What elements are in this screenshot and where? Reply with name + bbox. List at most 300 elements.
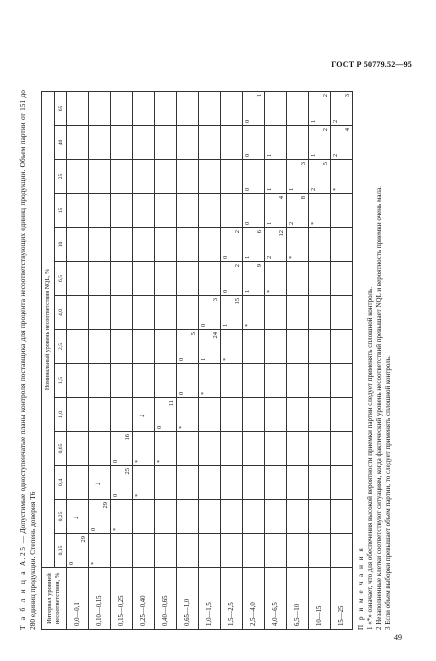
table-cell — [199, 228, 221, 262]
table-cell — [287, 228, 309, 262]
table-cell — [89, 500, 111, 534]
caption-text: — Допустимые одноступенчатые планы контроля поставщика для процента несоответствующих единиц продукции. Объем партии от 151 до 280 единиц продукции. Степень доверия Т6 — [18, 89, 37, 630]
acceptance-number: * — [156, 459, 163, 463]
acceptance-number: 1 — [288, 187, 295, 191]
column-header: 25 — [55, 160, 67, 194]
table-cell — [67, 160, 89, 194]
acceptance-number: 1 — [266, 221, 273, 225]
table-cell — [287, 466, 309, 500]
acceptance-number: 1 — [266, 187, 273, 191]
acceptance-number: 2 — [310, 187, 317, 191]
table-cell — [199, 534, 221, 568]
note-3: 3 Если объем выборки превышает объем партии, то следует применять сплошной контроль. — [384, 355, 392, 630]
table-cell — [111, 534, 133, 568]
table-cell — [89, 398, 111, 432]
row-label: 0,10—0,15 — [89, 568, 111, 630]
table-cell — [265, 432, 287, 466]
table-cell — [155, 330, 177, 364]
table-cell — [111, 466, 133, 500]
table-cell — [133, 160, 155, 194]
table-cell — [67, 228, 89, 262]
table-cell — [265, 500, 287, 534]
table-cell — [265, 126, 287, 160]
table-cell — [309, 500, 331, 534]
sample-size: 24 — [212, 332, 219, 339]
table-cell — [287, 92, 309, 126]
table-cell — [309, 398, 331, 432]
table-cell — [67, 92, 89, 126]
table-cell — [287, 534, 309, 568]
column-header: 15 — [55, 194, 67, 228]
table-cell — [331, 432, 353, 466]
acceptance-number: * — [222, 357, 229, 361]
table-cell — [89, 160, 111, 194]
table-cell — [155, 364, 177, 398]
table-cell — [111, 126, 133, 160]
sample-size: 1 — [256, 94, 263, 98]
table-cell — [133, 534, 155, 568]
table-cell — [309, 330, 331, 364]
table-cell — [67, 534, 89, 568]
table-cell — [331, 92, 353, 126]
table-cell — [155, 126, 177, 160]
acceptance-number: 0 — [244, 119, 251, 123]
group-header: Номинальный уровень несоответствия NQL, % — [42, 92, 55, 568]
acceptance-number: 0 — [222, 255, 229, 259]
table-cell — [287, 330, 309, 364]
acceptance-number: 2 — [332, 119, 339, 123]
sample-size: 8 — [300, 196, 307, 200]
table-cell — [331, 330, 353, 364]
column-header: 0,65 — [55, 432, 67, 466]
table-cell — [89, 262, 111, 296]
table-cell — [155, 296, 177, 330]
table-row — [67, 92, 89, 630]
table-cell — [199, 92, 221, 126]
sample-size: 15 — [234, 298, 241, 305]
acceptance-number: * — [332, 187, 339, 191]
table-cell — [155, 398, 177, 432]
table-cell — [177, 262, 199, 296]
acceptance-number: 0 — [244, 153, 251, 157]
table-cell — [89, 466, 111, 500]
table-cell — [199, 160, 221, 194]
table-row — [221, 92, 243, 630]
table-cell — [309, 364, 331, 398]
table-cell — [155, 432, 177, 466]
caption-label: Т а б л и ц а А.25 — [18, 545, 27, 630]
table-cell — [67, 432, 89, 466]
table-cell — [221, 398, 243, 432]
table-cell — [243, 228, 265, 262]
table-cell — [331, 500, 353, 534]
table-cell — [309, 296, 331, 330]
table-row — [331, 92, 353, 630]
table-cell — [133, 296, 155, 330]
table-cell — [221, 364, 243, 398]
table-cell — [243, 194, 265, 228]
table-row — [309, 92, 331, 630]
acceptance-number: * — [134, 459, 141, 463]
row-label: 0,65—1,0 — [177, 568, 199, 630]
table-cell — [265, 330, 287, 364]
sample-size: 29 — [80, 536, 87, 543]
table-cell — [111, 398, 133, 432]
table-cell — [89, 126, 111, 160]
table-cell — [287, 296, 309, 330]
table-row — [243, 92, 265, 630]
acceptance-number: 0 — [112, 493, 119, 497]
table-cell — [243, 432, 265, 466]
table-cell — [199, 330, 221, 364]
table-cell — [111, 160, 133, 194]
table-cell — [177, 466, 199, 500]
table-cell — [177, 364, 199, 398]
acceptance-number: 0 — [244, 187, 251, 191]
table-cell — [287, 126, 309, 160]
acceptance-number: 0 — [244, 221, 251, 225]
table-cell — [89, 432, 111, 466]
table-cell — [265, 398, 287, 432]
table-cell — [265, 262, 287, 296]
table-cell — [309, 160, 331, 194]
table-cell — [177, 194, 199, 228]
table-cell — [111, 364, 133, 398]
table-cell — [243, 330, 265, 364]
sample-size: 3 — [212, 298, 219, 302]
column-header: 0,25 — [55, 500, 67, 534]
sample-size: 3 — [300, 162, 307, 166]
sample-size: 3 — [344, 94, 351, 98]
table-cell — [111, 228, 133, 262]
table-cell — [331, 228, 353, 262]
table-cell — [221, 500, 243, 534]
acceptance-number: * — [90, 561, 97, 565]
table-cell — [67, 398, 89, 432]
table-cell — [111, 500, 133, 534]
table-cell — [221, 194, 243, 228]
row-label: 4,0—6,5 — [265, 568, 287, 630]
table-cell — [265, 364, 287, 398]
table-cell — [133, 398, 155, 432]
acceptance-number: * — [200, 391, 207, 395]
table-cell — [133, 330, 155, 364]
table-cell — [111, 194, 133, 228]
acceptance-number: * — [244, 323, 251, 327]
column-header: 2,5 — [55, 330, 67, 364]
table-cell — [111, 92, 133, 126]
table-cell — [67, 126, 89, 160]
acceptance-number: 0 — [178, 391, 185, 395]
table-cell — [89, 330, 111, 364]
table-row — [155, 92, 177, 630]
table-cell — [177, 160, 199, 194]
table-row — [265, 92, 287, 630]
table-cell — [155, 92, 177, 126]
sample-size: 5 — [322, 162, 329, 166]
table-cell — [199, 398, 221, 432]
column-header: 0,15 — [55, 534, 67, 568]
table-cell — [287, 364, 309, 398]
table-cell — [177, 534, 199, 568]
acceptance-number: 2 — [332, 153, 339, 157]
column-header: 1,0 — [55, 398, 67, 432]
table-cell — [331, 262, 353, 296]
note-2: 2 Незаполненные клетки соответствуют ситуациям, когда фактический уровень несоответствий превышает NQL и вероятность приемки очень мала. — [375, 186, 383, 630]
table-cell — [199, 500, 221, 534]
table-row — [111, 92, 133, 630]
column-header: 10 — [55, 228, 67, 262]
table-cell — [331, 194, 353, 228]
table-cell — [331, 296, 353, 330]
table-cell — [177, 330, 199, 364]
table-cell — [221, 330, 243, 364]
table-cell — [199, 126, 221, 160]
sample-size: 9 — [256, 264, 263, 268]
column-header-row — [55, 92, 67, 630]
table-cell — [155, 160, 177, 194]
sample-size: 2 — [234, 230, 241, 234]
sample-size: 2 — [322, 94, 329, 98]
table-cell — [331, 364, 353, 398]
table-cell — [287, 262, 309, 296]
table-cell — [221, 296, 243, 330]
table-cell — [243, 398, 265, 432]
page-number: 49 — [394, 633, 402, 642]
table-cell — [221, 92, 243, 126]
column-header: 65 — [55, 92, 67, 126]
acceptance-number: 0 — [90, 527, 97, 531]
table-cell — [89, 534, 111, 568]
table-cell — [265, 92, 287, 126]
acceptance-number: 0 — [156, 425, 163, 429]
table-cell — [221, 262, 243, 296]
sample-size: 2 — [322, 128, 329, 132]
sample-size: 6 — [256, 230, 263, 234]
note-1: 1 «*» означает, что для обеспечения высокой вероятности приемки партии следует применять сплошной контроль. — [366, 287, 374, 630]
table-cell — [67, 500, 89, 534]
table-cell — [177, 126, 199, 160]
table-cell — [177, 228, 199, 262]
rotated-table-block — [18, 89, 392, 630]
row-label: 10—15 — [309, 568, 331, 630]
table-cell — [89, 296, 111, 330]
table-cell — [265, 160, 287, 194]
table-cell — [243, 534, 265, 568]
row-label: 2,5—4,0 — [243, 568, 265, 630]
table-body — [67, 92, 353, 630]
table-cell — [133, 262, 155, 296]
table-cell — [89, 364, 111, 398]
table-row — [89, 92, 111, 630]
table-cell — [177, 296, 199, 330]
table-cell — [199, 296, 221, 330]
acceptance-number: 1 — [200, 357, 207, 361]
sample-size: 25 — [124, 468, 131, 475]
table-cell — [133, 500, 155, 534]
acceptance-number: * — [310, 221, 317, 225]
table-cell — [133, 364, 155, 398]
table-cell — [133, 228, 155, 262]
acceptance-number: 0 — [222, 289, 229, 293]
table-cell — [243, 262, 265, 296]
acceptance-number: * — [288, 255, 295, 259]
table-cell — [67, 330, 89, 364]
table-cell — [177, 92, 199, 126]
table-cell — [199, 364, 221, 398]
arrow-down-icon: ↓ — [137, 413, 146, 418]
table-cell — [243, 160, 265, 194]
row-label: 0,40—0,65 — [155, 568, 177, 630]
table-cell — [111, 432, 133, 466]
acceptance-number: 1 — [222, 323, 229, 327]
table-cell — [265, 194, 287, 228]
table-cell — [221, 126, 243, 160]
table-cell — [111, 262, 133, 296]
table-cell — [309, 126, 331, 160]
notes — [357, 90, 393, 630]
table-cell — [89, 194, 111, 228]
table-cell — [221, 466, 243, 500]
table-cell — [287, 194, 309, 228]
acceptance-number: 1 — [310, 153, 317, 157]
table-cell — [243, 466, 265, 500]
acceptance-number: * — [112, 527, 119, 531]
sample-size: 12 — [278, 230, 285, 237]
table-cell — [331, 398, 353, 432]
table-cell — [67, 194, 89, 228]
table-cell — [199, 432, 221, 466]
table-cell — [331, 466, 353, 500]
table-cell — [67, 466, 89, 500]
arrow-down-icon: ↓ — [93, 481, 102, 486]
table-cell — [221, 228, 243, 262]
sample-size: 4 — [344, 128, 351, 132]
table-cell — [177, 500, 199, 534]
table-cell — [309, 194, 331, 228]
row-label: 0,15—0,25 — [111, 568, 133, 630]
table-cell — [265, 466, 287, 500]
row-label: 15—25 — [331, 568, 353, 630]
table-cell — [133, 92, 155, 126]
column-header: 4,0 — [55, 296, 67, 330]
table-cell — [287, 500, 309, 534]
table-cell — [221, 160, 243, 194]
row-label: 0,0—0,1 — [67, 568, 89, 630]
table-cell — [133, 466, 155, 500]
table-cell — [265, 296, 287, 330]
acceptance-number: * — [178, 425, 185, 429]
table-cell — [89, 92, 111, 126]
acceptance-number: 2 — [288, 221, 295, 225]
table-cell — [309, 432, 331, 466]
table-caption — [18, 90, 38, 630]
table-cell — [309, 228, 331, 262]
table-cell — [177, 432, 199, 466]
sample-size: 11 — [168, 400, 175, 407]
table-cell — [287, 432, 309, 466]
table-cell — [221, 432, 243, 466]
acceptance-number: 1 — [244, 255, 251, 259]
arrow-down-icon: ↓ — [71, 515, 80, 520]
table-cell — [133, 432, 155, 466]
notes-title: П р и м е ч а н и я — [357, 546, 365, 630]
table-row — [177, 92, 199, 630]
acceptance-number: 0 — [112, 459, 119, 463]
table-row — [199, 92, 221, 630]
table-cell — [309, 92, 331, 126]
table-cell — [67, 364, 89, 398]
table-cell — [265, 534, 287, 568]
table-cell — [155, 500, 177, 534]
table-cell — [331, 126, 353, 160]
table-cell — [89, 228, 111, 262]
table-cell — [155, 534, 177, 568]
column-header: 0,4 — [55, 466, 67, 500]
sample-size: 29 — [102, 502, 109, 509]
acceptance-number: 0 — [200, 323, 207, 327]
table-cell — [309, 466, 331, 500]
acceptance-number: 1 — [310, 119, 317, 123]
table-cell — [111, 296, 133, 330]
table-cell — [155, 466, 177, 500]
column-header: 1,5 — [55, 364, 67, 398]
table-row — [287, 92, 309, 630]
acceptance-number: 0 — [68, 561, 75, 565]
column-header: 6,5 — [55, 262, 67, 296]
table-cell — [265, 228, 287, 262]
sampling-plan-table — [41, 91, 353, 630]
row-label: 6,5—10 — [287, 568, 309, 630]
acceptance-number: 2 — [266, 255, 273, 259]
row-header: Интервал уровней несоответствия, % — [42, 568, 67, 630]
table-row — [133, 92, 155, 630]
table-cell — [331, 534, 353, 568]
row-label: 1,0—1,5 — [199, 568, 221, 630]
sample-size: 2 — [234, 264, 241, 268]
table-cell — [177, 398, 199, 432]
acceptance-number: * — [266, 289, 273, 293]
table-cell — [133, 126, 155, 160]
table-cell — [199, 262, 221, 296]
table-cell — [243, 92, 265, 126]
row-label: 0,25—0,40 — [133, 568, 155, 630]
table-cell — [309, 534, 331, 568]
column-header: 40 — [55, 126, 67, 160]
table-cell — [287, 160, 309, 194]
sample-size: 4 — [278, 196, 285, 200]
row-label: 1,5—2,5 — [221, 568, 243, 630]
standard-header: ГОСТ Р 50779.52—95 — [331, 60, 412, 69]
table-cell — [287, 398, 309, 432]
table-cell — [243, 500, 265, 534]
table-cell — [243, 364, 265, 398]
table-cell — [155, 262, 177, 296]
table-cell — [155, 228, 177, 262]
table-cell — [133, 194, 155, 228]
table-cell — [243, 296, 265, 330]
table-cell — [111, 330, 133, 364]
table-cell — [243, 126, 265, 160]
acceptance-number: 1 — [244, 289, 251, 293]
table-cell — [199, 194, 221, 228]
acceptance-number: 1 — [266, 153, 273, 157]
sample-size: 16 — [124, 434, 131, 441]
table-cell — [199, 466, 221, 500]
table-cell — [67, 262, 89, 296]
sample-size: 5 — [190, 332, 197, 336]
table-cell — [309, 262, 331, 296]
